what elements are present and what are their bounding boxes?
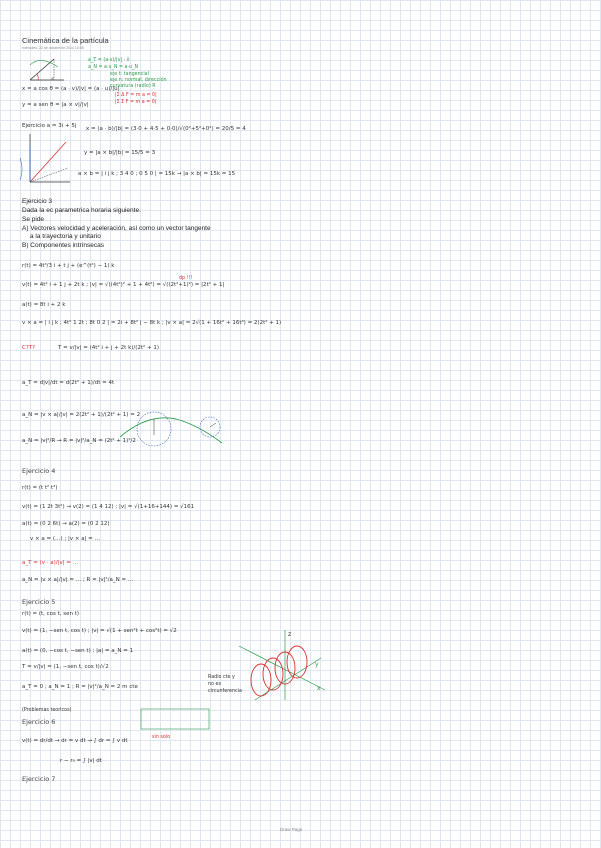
green-note-3: eje t: tangencial bbox=[110, 72, 149, 77]
helix-sketch bbox=[235, 628, 330, 708]
svg-text:y: y bbox=[315, 661, 319, 668]
block2-line-3: a × b = | i j k ; 3 4 0 ; 0 5 0 | = 15k → |a × b| = 15k = 15 bbox=[78, 171, 236, 177]
integral-box bbox=[140, 708, 210, 730]
exercise4-line-2: v(t) = (1 2t 3t²) → v(2) = (1 4 12) ; |v| = √(1+16+144) = √161 bbox=[22, 504, 195, 510]
exercise5-line-1: r(t) = (t, cos t, sen t) bbox=[22, 611, 80, 617]
triangle-diagram bbox=[28, 55, 68, 85]
block3-line-3: a(t) = 8t i + 2 k bbox=[22, 302, 66, 308]
exercise4-line-4: v × a = (…) ; |v × a| = … bbox=[30, 536, 101, 542]
green-note-2: a_N = a·u_N = a·u_N bbox=[88, 65, 139, 70]
exercise5-line-3: a(t) = (0, −cos t, −sen t) ; |a| = a_N = 1 bbox=[22, 648, 134, 654]
block2-heading: Ejercicio a = 3i + 5j bbox=[22, 123, 77, 129]
block3-line-1: r(t) = 4t³/3 i + t j + (e^(t²) − 1) k bbox=[22, 263, 115, 269]
block4-line-2: a_T = d|v|/dt = d(2t² + 1)/dt = 4t bbox=[22, 380, 115, 386]
exercise3-heading: Ejercicio 3 bbox=[22, 198, 52, 205]
exercise3-item-a-cont: a la trayectoria y unitario bbox=[30, 233, 101, 240]
exercise4-line-6: a_N = |v × a|/|v| = … ; R = |v|²/a_N = … bbox=[22, 577, 134, 583]
block1-line-1: x = a cos θ = (a · v)/|v| = (a · u)/|u| bbox=[22, 86, 120, 92]
exercise6-line-1: v(t) = dr/dt → dr = v dt → ∫ dr = ∫ v dt bbox=[22, 738, 128, 744]
green-note-5: curvatura (radio) R bbox=[110, 84, 156, 89]
page-title: Cinemática de la partícula bbox=[22, 36, 109, 45]
exercise3-item-a: A) Vectores velocidad y aceleración, así como un vector tangente bbox=[22, 225, 211, 232]
exercise3-prompt: Se pide bbox=[22, 216, 45, 223]
exercise5-line-2: v(t) = (1, −sen t, cos t) ; |v| = √(1 + sen²t + cos²t) = √2 bbox=[22, 628, 177, 634]
block2-line-1: x = (a · b)/|b| = (3·0 + 4·5 + 0·0)/√(0²+5²+0²) = 20/5 = 4 bbox=[86, 126, 246, 132]
exercise6-heading: Ejercicio 6 bbox=[22, 718, 56, 726]
exercise6-red-note: sin solo bbox=[152, 735, 171, 740]
svg-text:x: x bbox=[317, 685, 321, 692]
exercise4-line-1: r(t) = (t t² t³) bbox=[22, 485, 58, 491]
block3-line-2: v(t) = 4t² i + 1 j + 2t k ; |v| = √((4t²)² + 1 + 4t²) = √((2t²+1)²) = |2t² + 1| bbox=[22, 282, 225, 288]
block4-line-1: T = v/|v| = (4t² i + j + 2t k)/(2t² + 1) bbox=[58, 345, 160, 351]
red-label-ct: C?T? bbox=[22, 345, 36, 351]
block4-line-4: a_N = |v|²/R → R = |v|²/a_N = (2t² + 1)²/2 bbox=[22, 438, 136, 444]
exercise4-line-5: a_T = (v · a)/|v| = … bbox=[22, 560, 79, 566]
vector-diagram bbox=[18, 132, 73, 188]
block3-line-4: v × a = | i j k ; 4t² 1 2t ; 8t 0 2 | = 2i + 8t² j − 8t k ; |v × a| = 2√(1 + 16t² + 16t⁴) = 2(2t² + 1) bbox=[22, 320, 282, 326]
exercise3-statement: Dada la ec parametrica horaria siguiente. bbox=[22, 207, 141, 214]
block4-line-3: a_N = |v × a|/|v| = 2(2t² + 1)/(2t² + 1) = 2 bbox=[22, 412, 141, 418]
red-note-1: |Σ Δ F = m a = 0| bbox=[115, 93, 157, 98]
exercise5-margin-note: Radio cte y no es circunferencia bbox=[208, 675, 242, 694]
exercise5-line-4: T = v/|v| = (1, −sen t, cos t)/√2 bbox=[22, 664, 109, 670]
curvature-sketch bbox=[118, 395, 228, 455]
exercise5-heading: Ejercicio 5 bbox=[22, 598, 56, 606]
red-tag-dp: dp !!! bbox=[179, 276, 193, 281]
svg-text:z: z bbox=[288, 631, 292, 638]
block2-line-2: y = |a × b|/|b| = 15/5 = 3 bbox=[84, 150, 156, 156]
exercise3-item-b: B) Componentes intrínsecas bbox=[22, 242, 105, 249]
exercise4-line-3: a(t) = (0 2 6t) → a(2) = (0 2 12) bbox=[22, 521, 110, 527]
block1-line-2: y = a sen θ = |a × v|/|v| bbox=[22, 102, 89, 108]
exercise7-heading: Ejercicio 7 bbox=[22, 775, 56, 783]
exercise6-line-2: r − r₀ = ∫ |v| dt bbox=[60, 758, 102, 764]
page-timestamp: miércoles, 22 de octubre de 2014 10:55 bbox=[22, 46, 84, 50]
green-note-1: a_T = (a·v)/|v| · v̂ bbox=[88, 58, 130, 63]
red-note-2: |Σ Σ F = m a = 0| bbox=[115, 100, 157, 105]
page-footer: Draw Page bbox=[280, 827, 303, 832]
exercise6-heading-note: (Problemas teoricos) bbox=[22, 708, 72, 713]
exercise4-heading: Ejercicio 4 bbox=[22, 467, 56, 475]
green-note-4: eje n: normal, dirección bbox=[110, 78, 167, 83]
exercise5-line-5: a_T = 0 ; a_N = 1 ; R = |v|²/a_N = 2 m cte bbox=[22, 684, 138, 690]
